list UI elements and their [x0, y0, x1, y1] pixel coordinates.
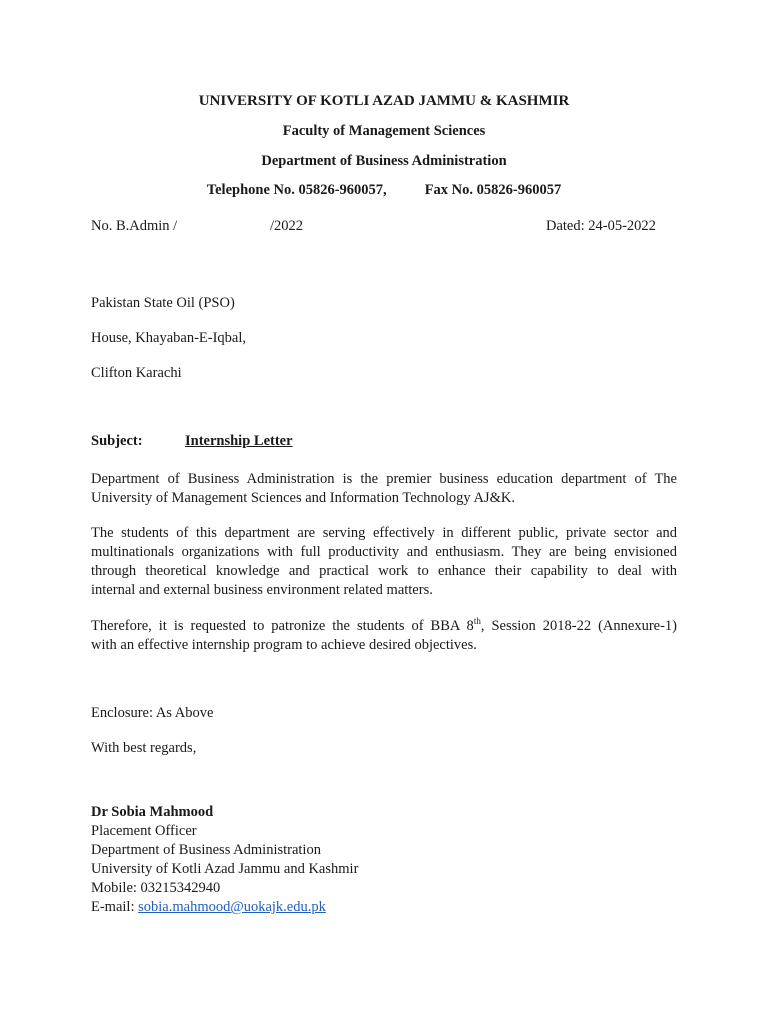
- reference-number-prefix: No. B.Admin /: [91, 218, 178, 234]
- signatory-email-row: [91, 899, 326, 916]
- subject-label: Subject:: [91, 433, 143, 449]
- paragraph-line: through theoretical knowledge and practical work to enhance their capability to deal with: [91, 563, 677, 579]
- signatory-department: Department of Business Administration: [91, 842, 321, 858]
- closing-regards: With best regards,: [91, 740, 197, 756]
- email-label: E-mail:: [91, 899, 135, 915]
- reference-number-suffix: /2022: [270, 218, 304, 234]
- telephone-number: Telephone No. 05826-960057,: [206, 182, 387, 198]
- recipient-line-1: Pakistan State Oil (PSO): [91, 295, 235, 311]
- paragraph-line: internal and external business environment related matters.: [91, 582, 433, 598]
- paragraph-line: with an effective internship program to achieve desired objectives.: [91, 637, 477, 653]
- signatory-university: University of Kotli Azad Jammu and Kashmir: [91, 861, 359, 877]
- paragraph-line: Department of Business Administration is the premier business education department of The: [91, 471, 677, 487]
- signatory-name: Dr Sobia Mahmood: [91, 804, 214, 820]
- paragraph-line: The students of this department are serving effectively in different public, private sector and: [91, 525, 677, 541]
- faculty-heading: Faculty of Management Sciences: [282, 123, 486, 139]
- recipient-line-3: Clifton Karachi: [91, 365, 182, 381]
- paragraph-students: [91, 524, 677, 600]
- fax-number: Fax No. 05826-960057: [424, 182, 562, 198]
- subject-value: Internship Letter: [185, 433, 293, 449]
- contact-heading: [0, 182, 768, 199]
- paragraph-line: Therefore, it is requested to patronize the students of BBA 8th, Session 2018-22 (Annexure-1): [91, 616, 677, 634]
- enclosure-note: Enclosure: As Above: [91, 705, 214, 721]
- department-heading: Department of Business Administration: [261, 153, 507, 169]
- university-heading: UNIVERSITY OF KOTLI AZAD JAMMU & KASHMIR: [198, 93, 570, 109]
- letter-date: Dated: 24-05-2022: [546, 218, 656, 234]
- email-link[interactable]: sobia.mahmood@uokajk.edu.pk: [138, 899, 326, 915]
- paragraph-line: University of Management Sciences and Information Technology AJ&K.: [91, 490, 515, 506]
- paragraph-request: [91, 617, 677, 655]
- paragraph-intro: [91, 470, 677, 508]
- paragraph-line: multinationals organizations with full productivity and enthusiasm. They are being envisioned: [91, 544, 677, 560]
- recipient-line-2: House, Khayaban-E-Iqbal,: [91, 330, 247, 346]
- signatory-mobile: Mobile: 03215342940: [91, 880, 221, 896]
- signatory-title: Placement Officer: [91, 823, 197, 839]
